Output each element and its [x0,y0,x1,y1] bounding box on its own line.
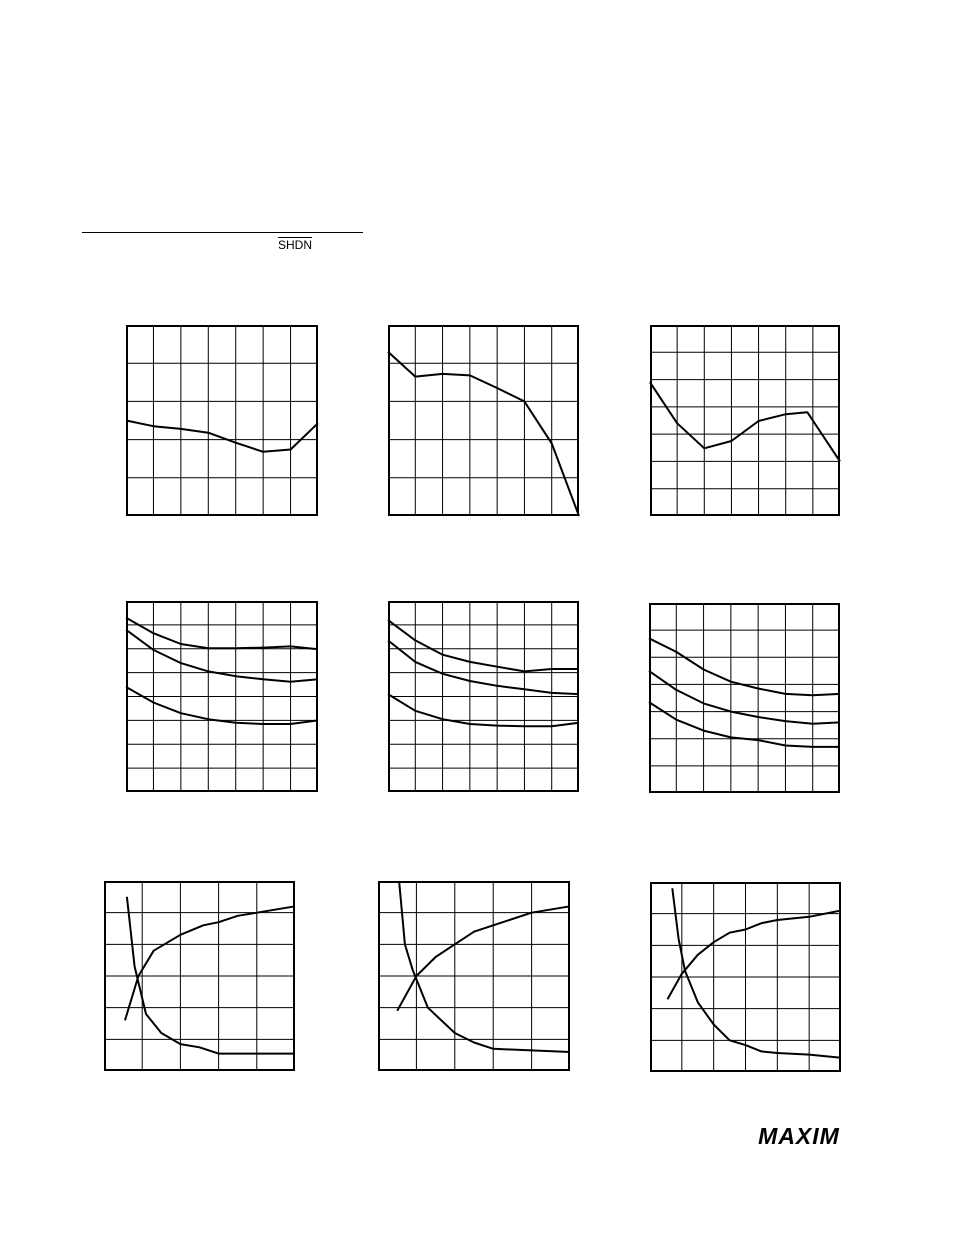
maxim-logo [743,1125,855,1147]
series-line-1 [125,906,295,1020]
chart-1 [126,325,318,516]
chart-7 [104,881,295,1071]
chart-9 [650,882,841,1072]
series-line-1 [126,421,318,452]
maxim-logo-text: MAXIM [758,1125,840,1147]
series-line-1 [388,620,579,671]
shdn-label: SHDN [278,238,313,252]
chart-6 [649,603,840,793]
series-line-1 [388,352,579,516]
series-line-1 [649,638,840,695]
chart-8 [378,881,570,1071]
section-rule [82,232,363,233]
series-line-2 [649,671,840,724]
series-line-2 [126,630,318,682]
series-line-2 [127,897,295,1054]
series-line-1 [668,911,842,1000]
chart-2 [388,325,579,516]
plot-frame [127,326,317,515]
plot-frame [389,326,578,515]
series-line-1 [650,382,840,461]
chart-4 [126,601,318,792]
series-line-3 [388,694,579,726]
chart-5 [388,601,579,792]
series-line-1 [126,618,318,650]
chart-3 [650,325,840,516]
plot-frame [651,326,839,515]
series-line-3 [126,687,318,724]
plot-frame [650,604,839,792]
